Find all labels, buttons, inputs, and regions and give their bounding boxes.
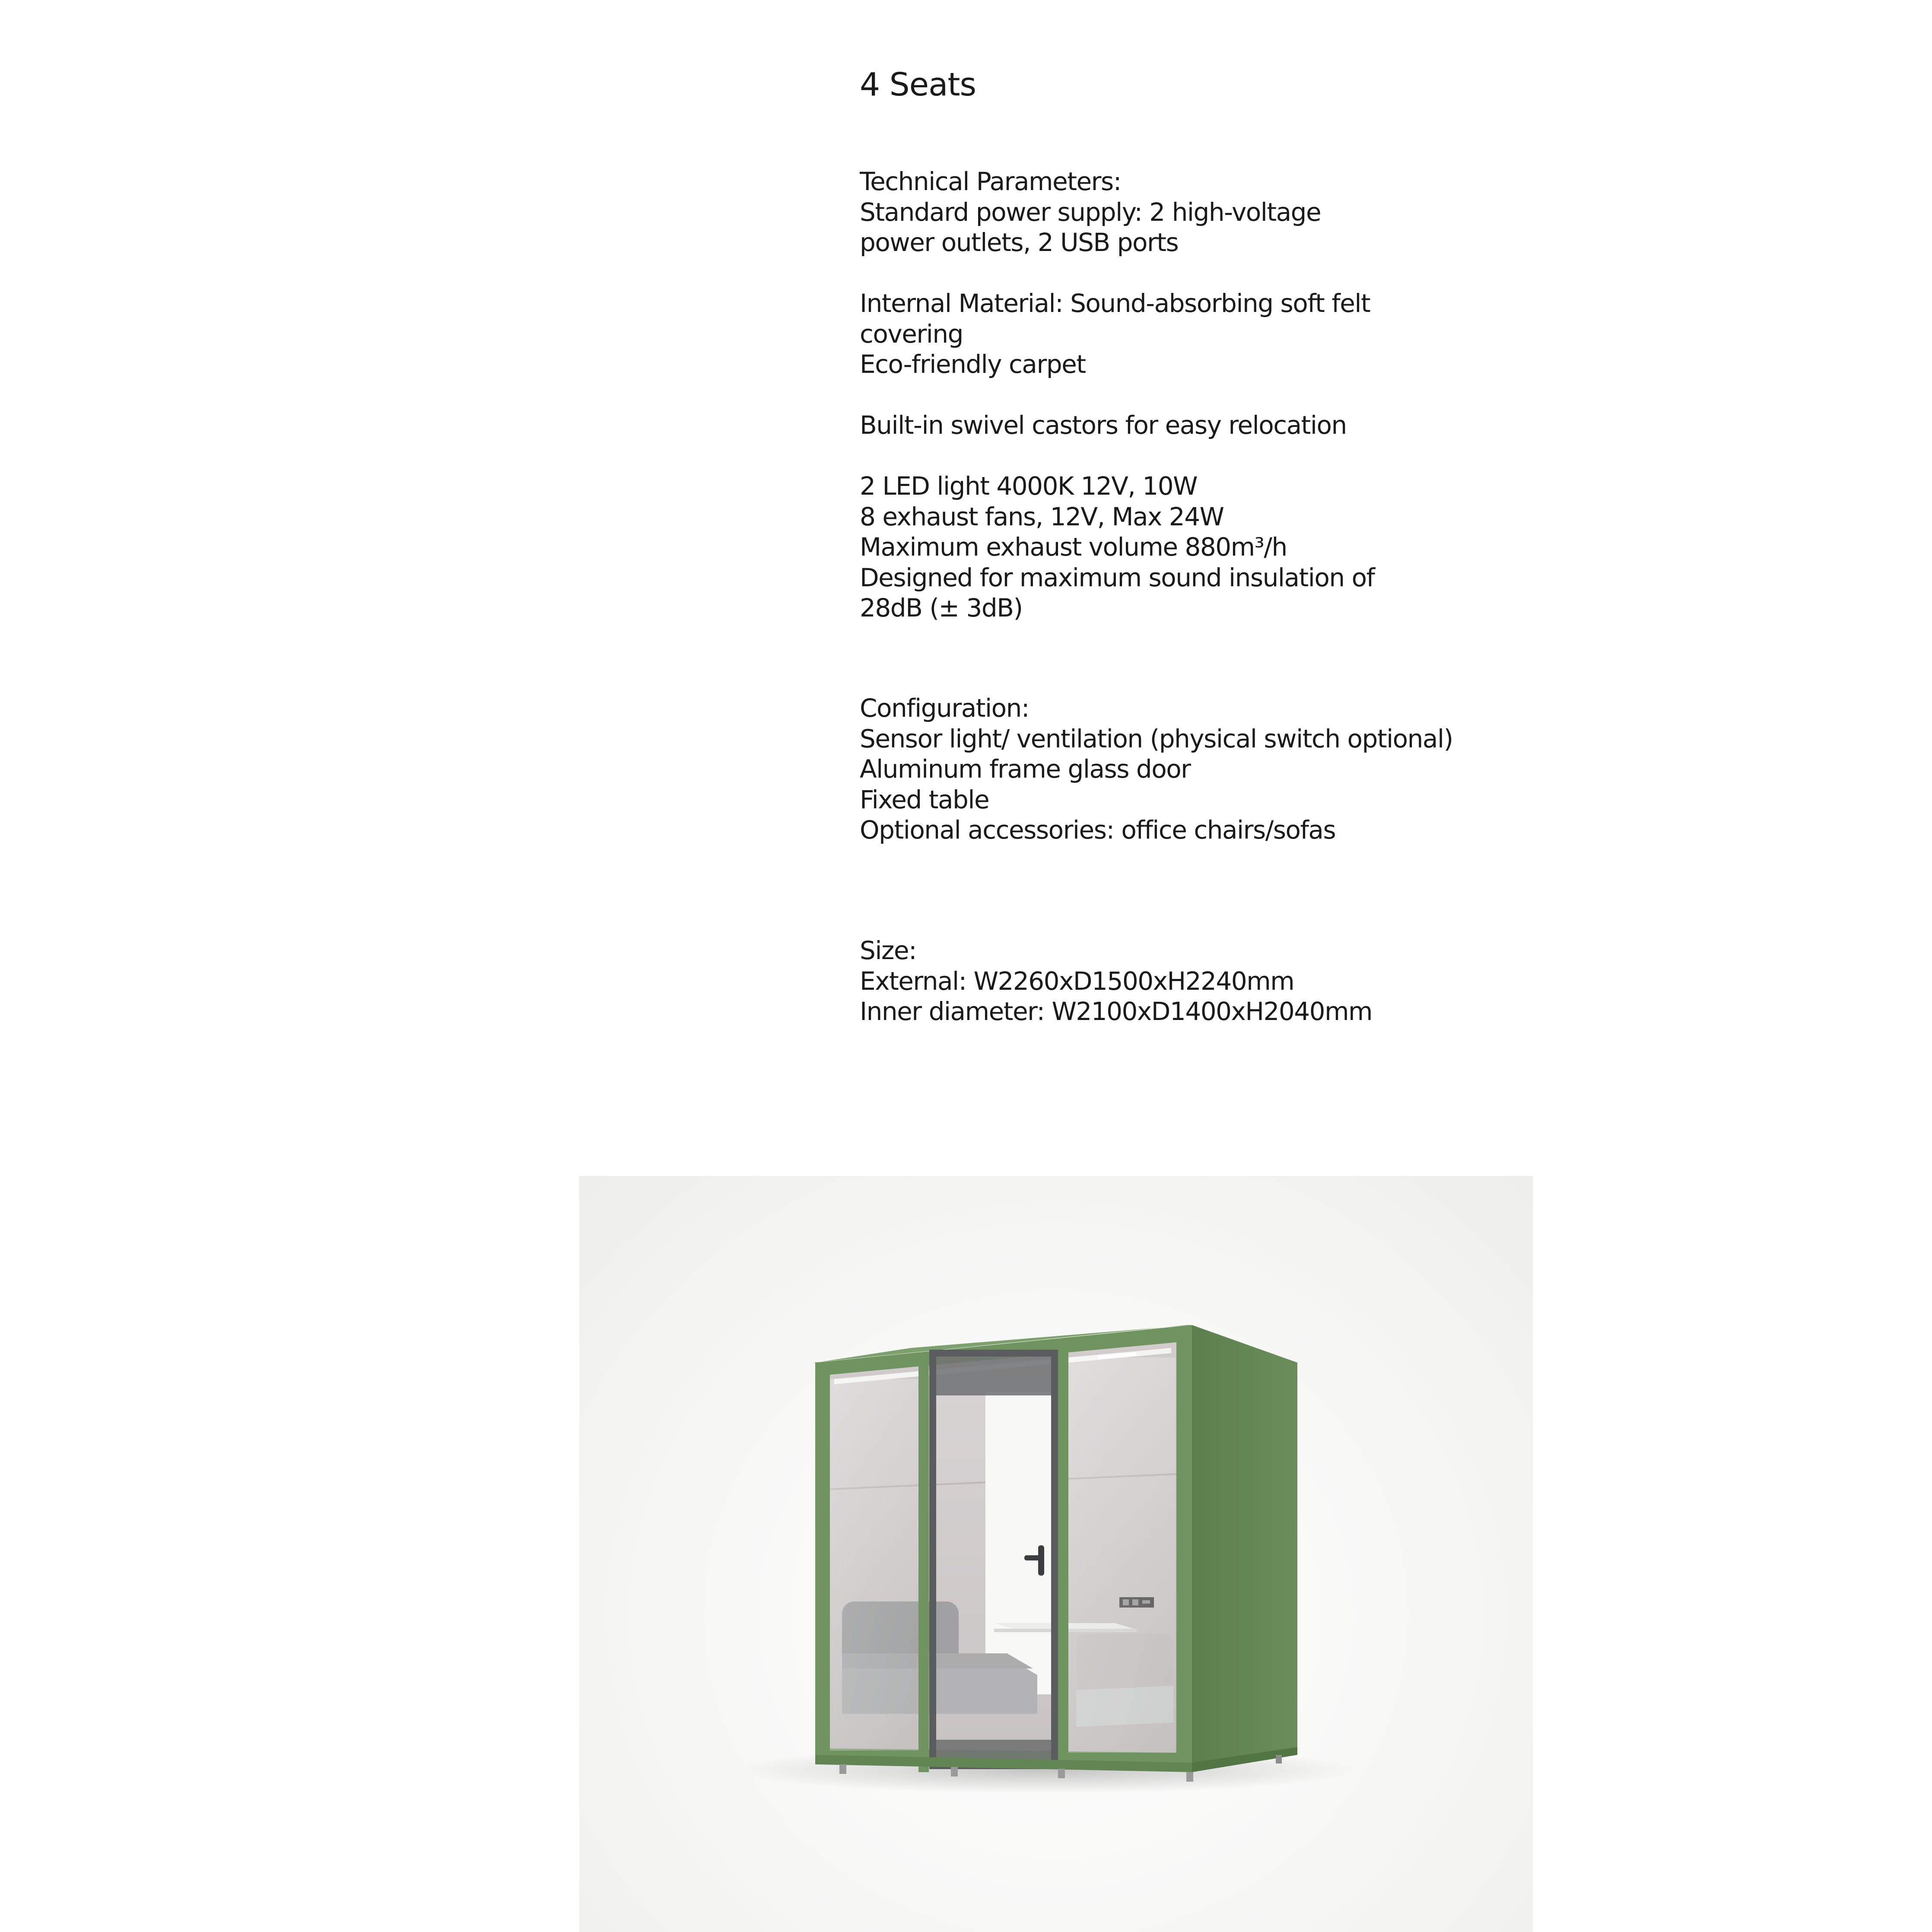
spec-line: Designed for maximum sound insulation of bbox=[860, 562, 1375, 592]
technical-line: power outlets, 2 USB ports bbox=[860, 228, 1179, 257]
size-line: External: W2260xD1500xH2240mm bbox=[860, 966, 1294, 996]
configuration-section bbox=[860, 693, 1453, 845]
spec-line: Maximum exhaust volume 880m³/h bbox=[860, 532, 1287, 562]
glass-pane-left bbox=[830, 1379, 918, 1751]
configuration-line: Aluminum frame glass door bbox=[860, 754, 1191, 784]
size-heading: Size: bbox=[860, 936, 917, 965]
spec-line: 8 exhaust fans, 12V, Max 24W bbox=[860, 502, 1224, 531]
spec-line: 28dB (± 3dB) bbox=[860, 593, 1023, 623]
technical-parameters-section bbox=[860, 166, 1321, 258]
size-section bbox=[860, 935, 1372, 1027]
electrical-specs-section bbox=[860, 471, 1374, 623]
castor bbox=[1058, 1769, 1065, 1778]
spec-line: 2 LED light 4000K 12V, 10W bbox=[860, 471, 1197, 501]
glass-pane-right bbox=[1068, 1357, 1176, 1753]
technical-line: Standard power supply: 2 high-voltage bbox=[860, 197, 1321, 227]
phone-booth-pod-illustration bbox=[579, 1176, 1533, 1932]
castor bbox=[839, 1764, 846, 1774]
configuration-line: Fixed table bbox=[860, 785, 989, 814]
configuration-line: Optional accessories: office chairs/sofas bbox=[860, 815, 1336, 845]
frame-mullion bbox=[918, 1353, 929, 1772]
castors-line: Built-in swivel castors for easy relocation bbox=[860, 410, 1347, 440]
door-top-rail bbox=[936, 1357, 1051, 1395]
internal-line: Eco-friendly carpet bbox=[860, 350, 1086, 379]
castor bbox=[1186, 1772, 1193, 1782]
castor bbox=[951, 1767, 958, 1776]
castor bbox=[1276, 1755, 1282, 1764]
castors-section bbox=[860, 410, 1347, 441]
door-handle bbox=[1024, 1555, 1042, 1560]
size-line: Inner diameter: W2100xD1400xH2040mm bbox=[860, 997, 1373, 1026]
page-title: 4 Seats bbox=[860, 66, 976, 103]
product-photo bbox=[579, 1176, 1533, 1932]
internal-line: covering bbox=[860, 319, 963, 349]
configuration-line: Sensor light/ ventilation (physical switch optional) bbox=[860, 724, 1453, 753]
technical-heading: Technical Parameters: bbox=[860, 167, 1121, 196]
pod-side-panel bbox=[1192, 1325, 1297, 1768]
frame-mullion bbox=[1058, 1339, 1068, 1765]
internal-material-section bbox=[860, 288, 1370, 380]
configuration-heading: Configuration: bbox=[860, 693, 1029, 723]
internal-line: Internal Material: Sound-absorbing soft felt bbox=[860, 289, 1370, 318]
